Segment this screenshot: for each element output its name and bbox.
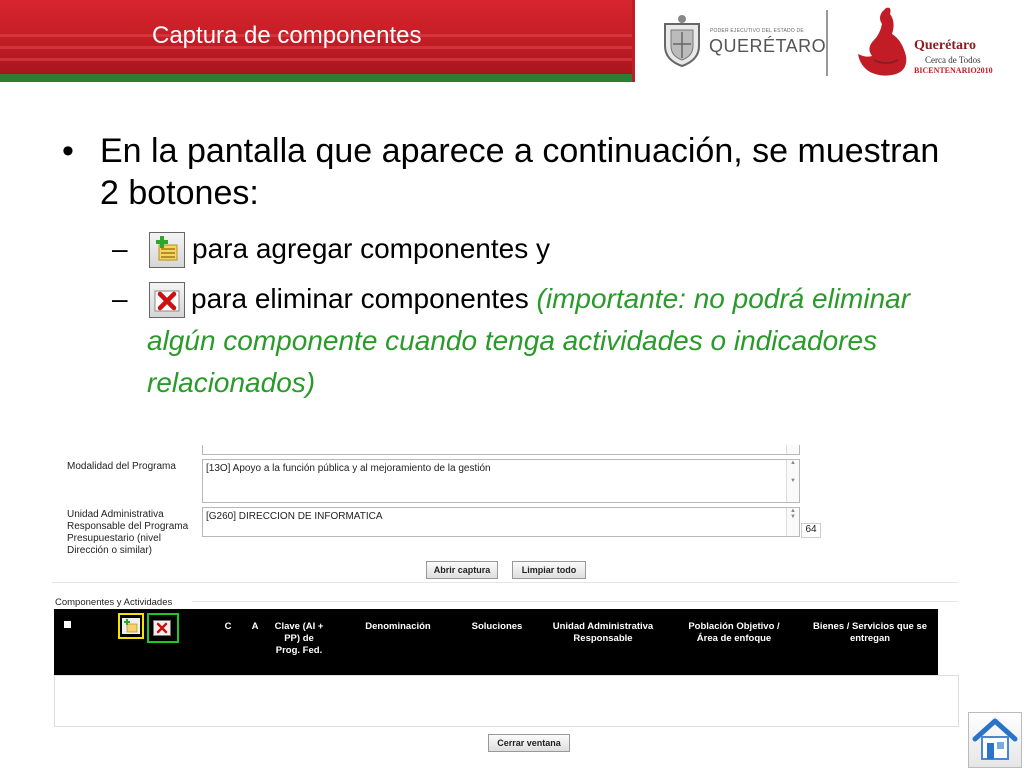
header-green-band	[0, 74, 632, 82]
sub2-paragraph	[147, 278, 967, 404]
state-crest-icon	[657, 14, 707, 68]
sub2-note: (importante: no podrá eliminar algún componente cuando tenga actividades o indicadores relacionados)	[147, 283, 911, 398]
col-bienes: Bienes / Servicios que se entregan	[812, 621, 928, 644]
bicentenario-figure-icon	[852, 4, 912, 78]
header-banner	[0, 0, 1024, 80]
col-soluciones: Soluciones	[471, 621, 523, 632]
components-table-header	[54, 609, 938, 675]
modalidad-scrollbar[interactable]: ▲ ▼	[786, 460, 799, 502]
col-poblacion: Población Objetivo / Área de enfoque	[688, 621, 780, 644]
bicentenario-logo	[852, 4, 1022, 80]
home-button[interactable]	[968, 712, 1022, 768]
add-component-icon	[149, 232, 185, 268]
queretaro-government-logo	[657, 14, 827, 68]
modalidad-label: Modalidad del Programa	[67, 461, 176, 472]
unidad-scrollbar[interactable]: ▲ ▼	[786, 508, 799, 536]
bullet-dot: •	[62, 132, 74, 170]
home-icon	[969, 713, 1021, 767]
sub2-text: para eliminar componentes	[191, 283, 529, 314]
sub1-text: para agregar componentes y	[192, 233, 550, 264]
cerrar-ventana-button[interactable]: Cerrar ventana	[488, 734, 570, 752]
col-a: A	[251, 621, 259, 632]
logo-right-bicentenario: BICENTENARIO2010	[914, 66, 993, 75]
main-bullet-text: En la pantalla que aparece a continuación, se muestran 2 botones:	[100, 132, 940, 212]
unidad-field[interactable]	[202, 507, 800, 537]
logo-right-name: Querétaro	[914, 38, 976, 53]
logo-small-text: PODER EJECUTIVO DEL ESTADO DE	[710, 28, 804, 34]
components-table-body	[54, 675, 959, 727]
unidad-char-count: 64	[801, 523, 821, 538]
modalidad-field[interactable]	[202, 459, 800, 503]
dash-2: –	[112, 283, 128, 314]
slide-title: Captura de componentes	[152, 22, 422, 49]
abrir-captura-button[interactable]: Abrir captura	[426, 561, 498, 579]
col-unidad: Unidad Administrativa Responsable	[552, 621, 654, 644]
delete-component-button[interactable]	[153, 620, 171, 636]
embedded-form-screenshot	[52, 445, 960, 755]
dash-1: –	[112, 233, 128, 264]
section-label: Componentes y Actividades	[55, 597, 173, 608]
col-clave: Clave (AI + PP) de Prog. Fed.	[274, 621, 324, 656]
logo-right-tagline: Cerca de Todos	[925, 55, 981, 65]
col-denominacion: Denominación	[365, 621, 431, 632]
limpiar-todo-button[interactable]: Limpiar todo	[512, 561, 586, 579]
unidad-value: [G260] DIRECCION DE INFORMATICA	[206, 511, 383, 522]
select-all-checkbox[interactable]	[64, 621, 71, 628]
col-c: C	[224, 621, 232, 632]
unidad-label: Unidad Administrativa Responsable del Programa Presupuestario (nivel Dirección o similar)	[67, 509, 189, 556]
modalidad-value: [13O] Apoyo a la función pública y al mejoramiento de la gestión	[206, 463, 491, 474]
logo-big-text: QUERÉTARO	[709, 36, 827, 56]
add-component-button[interactable]	[122, 618, 140, 634]
